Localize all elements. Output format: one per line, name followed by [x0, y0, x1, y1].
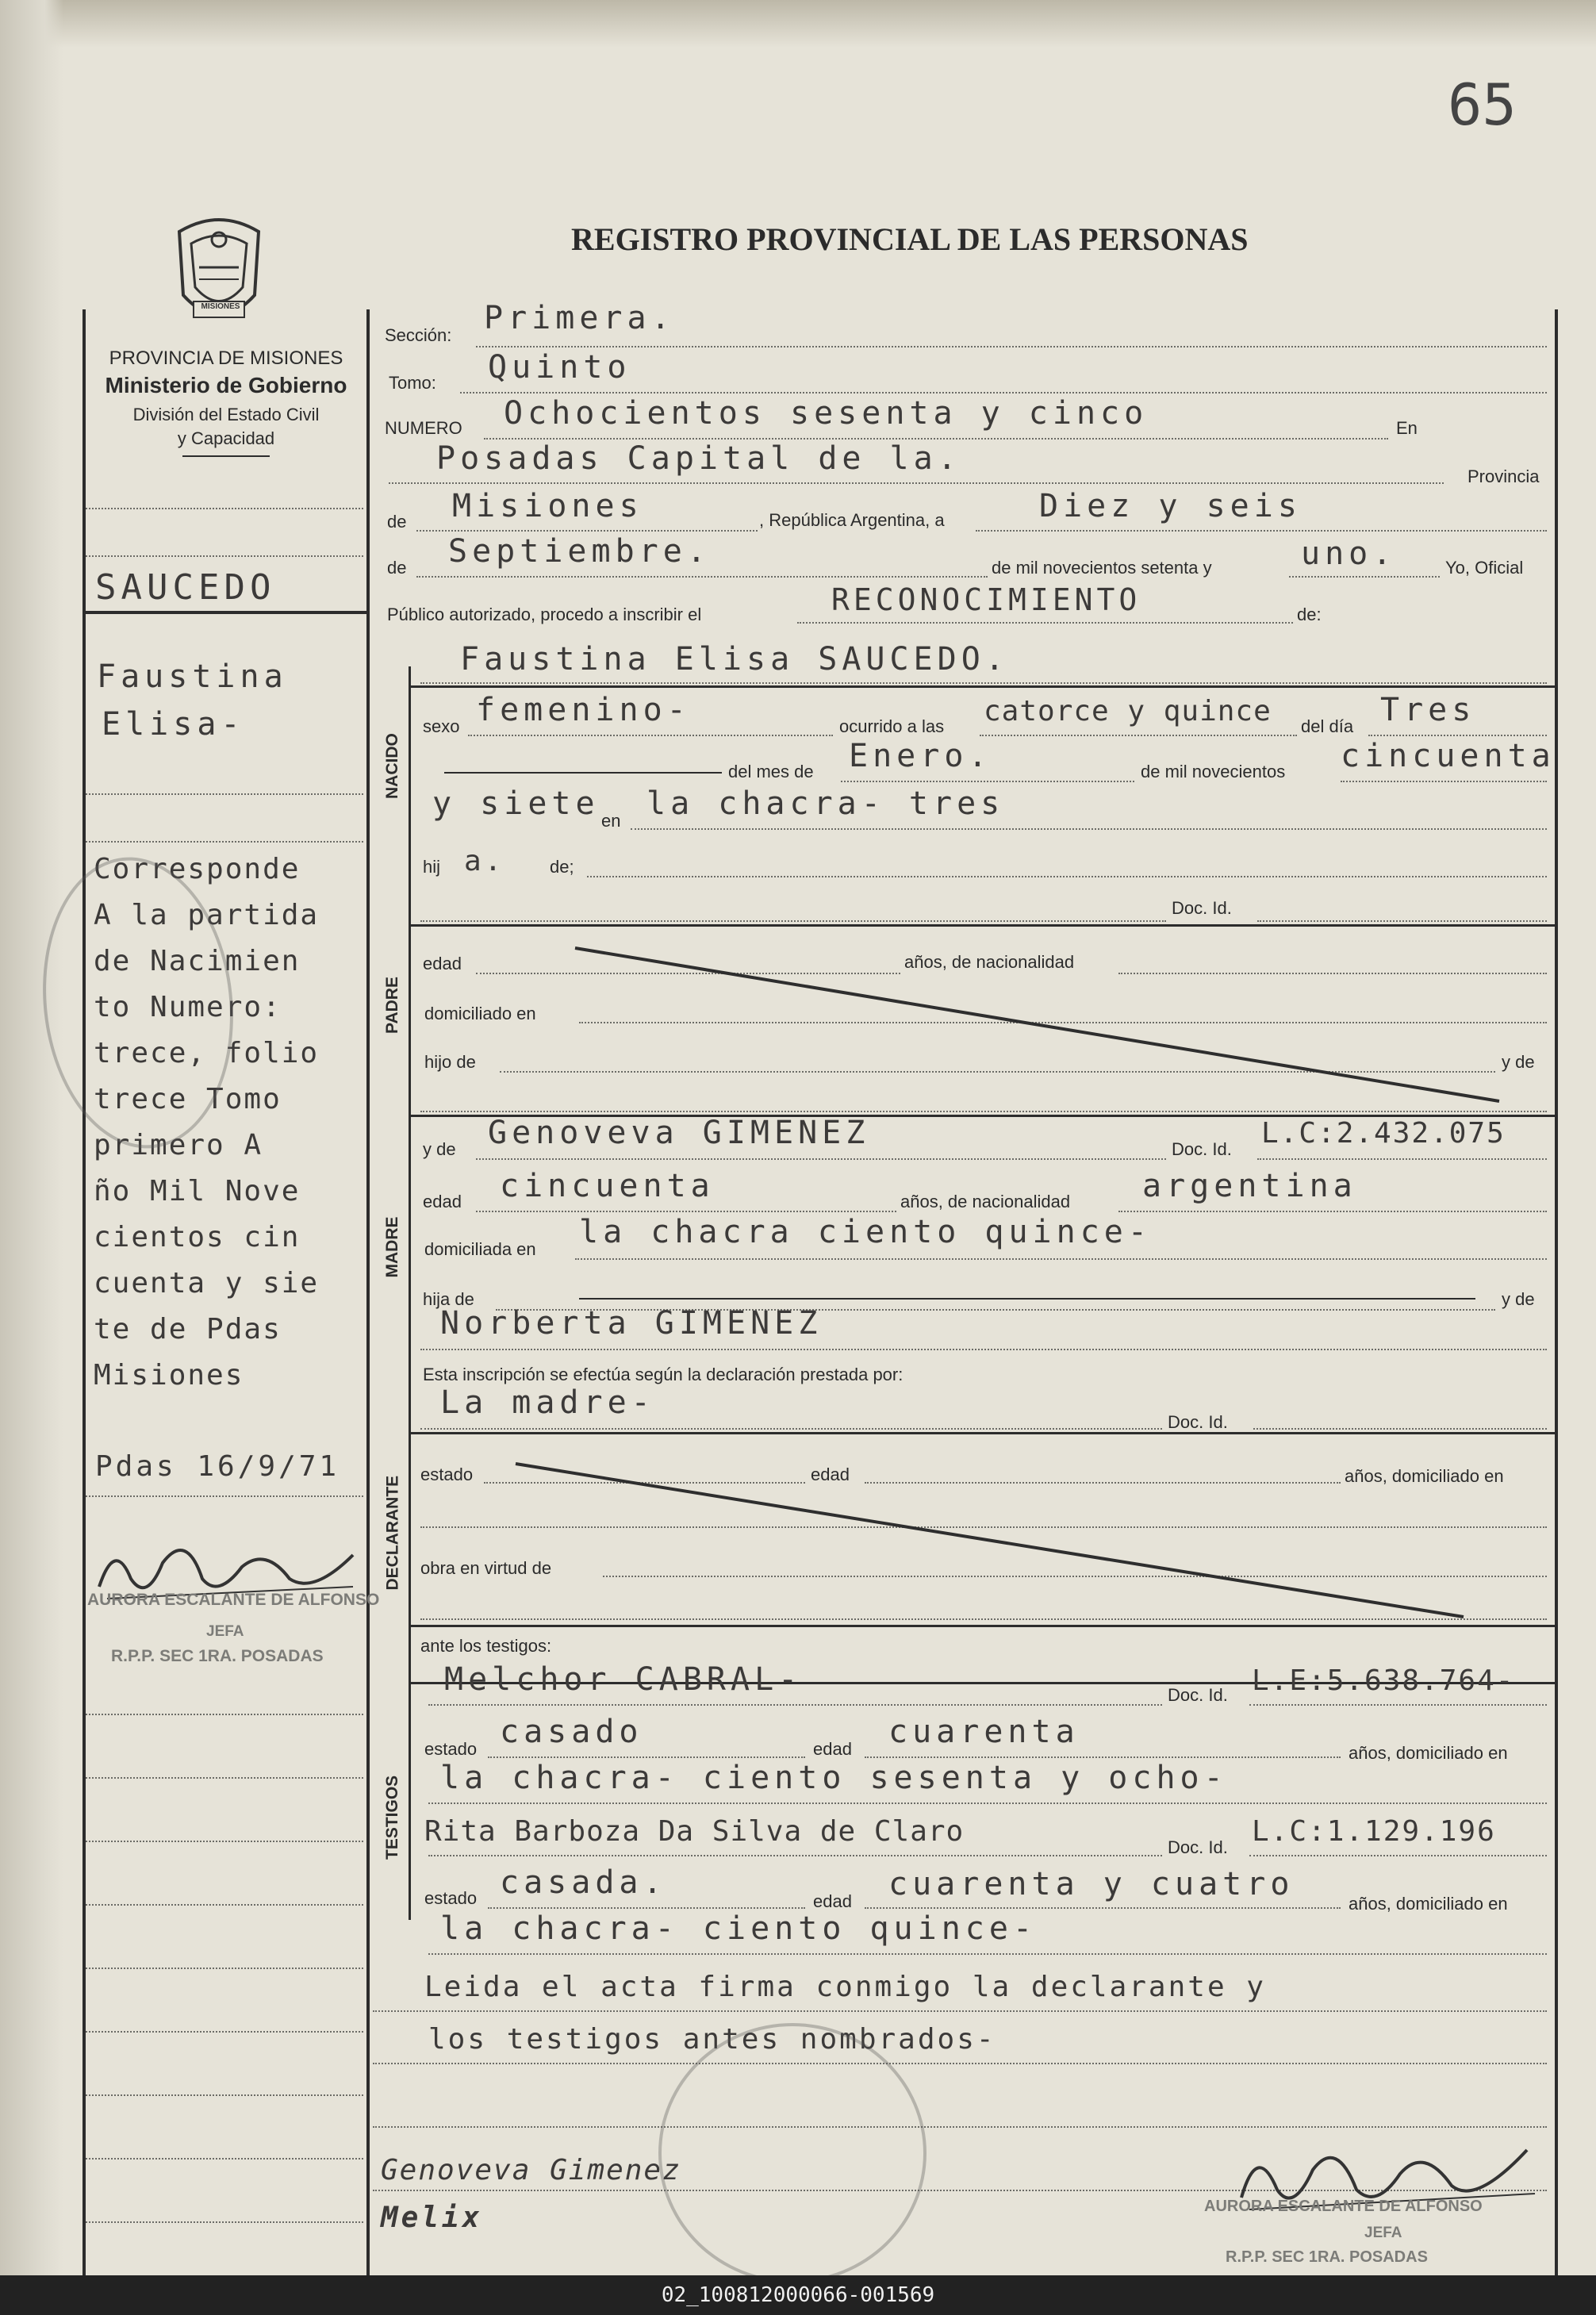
field-dia-nacimiento: Tres	[1380, 692, 1476, 728]
field-line	[1341, 781, 1547, 782]
label-ocurrido: ocurrido a las	[839, 716, 945, 736]
field-line	[420, 682, 1547, 684]
field-testigo2-nombre: Rita Barboza Da Silva de Claro	[424, 1815, 965, 1848]
section-label-padre: PADRE	[383, 977, 401, 1034]
field-madre-domicilio: la chacra ciento quince-	[579, 1214, 1152, 1250]
label-hij: hij	[423, 857, 441, 877]
section-line-nacido-top	[409, 685, 1557, 688]
field-line	[631, 828, 1547, 830]
field-dia: Diez y seis	[1039, 488, 1302, 524]
section-line-declarante-bottom	[409, 1625, 1557, 1627]
declarante-cross-out	[512, 1460, 1471, 1622]
margin-dots	[86, 1714, 363, 1715]
margin-note-line: te de Pdas	[94, 1313, 282, 1346]
field-line	[865, 1756, 1341, 1758]
label-de: de:	[1297, 605, 1322, 624]
division-name-2: y Capacidad	[177, 428, 275, 448]
label-provincia: Provincia	[1467, 466, 1540, 486]
field-line	[797, 622, 1293, 624]
officer-stamp-name: AURORA ESCALANTE DE ALFONSO	[1204, 2198, 1483, 2215]
field-mes-nacimiento: Enero.	[849, 738, 992, 774]
field-provincia: Misiones	[452, 488, 643, 524]
field-madre-nacionalidad: argentina	[1142, 1168, 1357, 1204]
province-name: PROVINCIA DE MISIONES	[109, 347, 343, 369]
field-line	[373, 2010, 1547, 2012]
label-y-de: y de	[1502, 1289, 1535, 1309]
field-line	[428, 1802, 1547, 1804]
label-doc-id: Doc. Id.	[1168, 1837, 1228, 1857]
field-line	[1249, 1704, 1547, 1706]
margin-dots	[86, 1841, 363, 1842]
label-edad: edad	[811, 1465, 850, 1484]
margin-dots	[86, 2221, 363, 2223]
label-anos-domiciliado: años, domiciliado en	[1345, 1466, 1504, 1486]
bottom-round-stamp	[658, 2023, 927, 2275]
field-line	[976, 530, 1547, 532]
margin-dots	[86, 1777, 363, 1779]
margin-note-line: A la partida	[94, 899, 320, 931]
divider	[182, 455, 270, 457]
field-testigo2-doc: L.C:1.129.196	[1252, 1815, 1496, 1848]
field-testigo1-domicilio: la chacra- ciento sesenta y ocho-	[440, 1760, 1228, 1796]
label-estado: estado	[420, 1465, 474, 1484]
margin-dots	[86, 2031, 363, 2033]
page-number: 65	[1448, 71, 1517, 138]
margin-note-line: de Nacimien	[94, 945, 301, 977]
label-de: de;	[550, 857, 574, 877]
field-abuela: Norberta GIMENEZ	[440, 1305, 823, 1342]
label-edad: edad	[423, 1192, 462, 1211]
label-republica: , República Argentina, a	[759, 510, 945, 530]
field-mes: Septiembre.	[448, 533, 711, 570]
label-de: de	[387, 558, 407, 578]
label-obra: obra en virtud de	[420, 1558, 552, 1578]
margin-dots	[86, 1495, 363, 1497]
province-crest	[163, 208, 274, 335]
label-del-dia: del día	[1301, 716, 1354, 736]
field-testigo1-estado: casado	[500, 1714, 643, 1750]
field-line	[1257, 920, 1547, 922]
label-y-de-madre: y de	[423, 1139, 456, 1159]
field-line	[865, 1907, 1341, 1909]
field-numero: Ochocientos sesenta y cinco	[504, 395, 1149, 432]
label-hijo-de: hijo de	[424, 1052, 476, 1072]
label-edad: edad	[813, 1739, 852, 1759]
page-title: REGISTRO PROVINCIAL DE LAS PERSONAS	[571, 221, 1249, 257]
page-shadow-left	[0, 0, 63, 2275]
field-sexo: femenino-	[476, 692, 691, 728]
field-line	[428, 1704, 1162, 1706]
margin-officer-stamp: AURORA ESCALANTE DE ALFONSO	[87, 1591, 380, 1609]
page-shadow-top	[0, 0, 1596, 48]
field-seccion: Primera.	[484, 300, 675, 336]
label-domiciliada: domiciliada en	[424, 1239, 536, 1259]
margin-note-line: ño Mil Nove	[94, 1175, 301, 1207]
margin-officer-office: R.P.P. SEC 1RA. POSADAS	[111, 1647, 324, 1665]
ministry-name: Ministerio de Gobierno	[105, 373, 347, 397]
label-yo-oficial: Yo, Oficial	[1445, 558, 1524, 578]
label-doc-id: Doc. Id.	[1172, 898, 1232, 918]
signature-madre: Genoveva Gimenez	[381, 2154, 681, 2186]
section-label-testigos: TESTIGOS	[383, 1775, 401, 1860]
margin-dots	[86, 841, 363, 843]
field-line	[416, 530, 758, 532]
margin-dots	[86, 555, 363, 557]
section-divider-line	[409, 666, 411, 1920]
field-line	[488, 1907, 805, 1909]
label-ante-testigos: ante los testigos:	[420, 1636, 552, 1656]
margin-divider-line	[366, 309, 370, 2275]
label-doc-id: Doc. Id.	[1172, 1139, 1232, 1159]
signature-testigo: Melix	[381, 2202, 483, 2234]
field-testigo1-edad: cuarenta	[888, 1714, 1080, 1750]
field-line	[476, 1158, 1166, 1160]
margin-note-line: Misiones	[94, 1359, 244, 1392]
label-anos-domiciliado: años, domiciliado en	[1349, 1743, 1508, 1763]
label-seccion: Sección:	[385, 325, 452, 345]
field-line	[428, 1953, 1547, 1955]
margin-dots	[86, 1904, 363, 1906]
margin-dots	[86, 1968, 363, 1969]
field-tipo: RECONOCIMIENTO	[831, 582, 1141, 617]
margin-note-line: trece, folio	[94, 1037, 320, 1069]
image-id-footer: 02_100812000066-001569	[0, 2275, 1596, 2315]
field-anio-nacimiento-1: cincuenta	[1341, 738, 1556, 774]
blank-line	[579, 1298, 1475, 1300]
left-border-line	[82, 309, 86, 2275]
label-de: de	[387, 512, 407, 532]
label-anos-nacionalidad: años, de nacionalidad	[900, 1192, 1071, 1211]
field-line	[476, 346, 1547, 347]
margin-given-name-2: Elisa-	[102, 706, 245, 743]
section-label-declarante: DECLARANTE	[383, 1475, 402, 1591]
section-line-padre-top	[409, 924, 1557, 927]
section-line-declarante-top	[409, 1432, 1557, 1434]
right-border-line	[1555, 309, 1558, 2275]
surname-line	[82, 611, 370, 614]
label-anos-nacionalidad: años, de nacionalidad	[904, 952, 1075, 972]
field-line	[416, 576, 988, 578]
field-line	[587, 876, 1547, 877]
field-line	[841, 781, 1134, 782]
field-line	[1257, 1158, 1547, 1160]
officer-stamp-office: R.P.P. SEC 1RA. POSADAS	[1226, 2248, 1428, 2266]
field-declarante: La madre-	[440, 1384, 655, 1421]
field-testigo2-edad: cuarenta y cuatro	[888, 1866, 1295, 1902]
margin-officer-role: JEFA	[206, 1623, 244, 1640]
field-testigo1-doc: L.E:5.638.764-	[1252, 1664, 1515, 1697]
field-line	[1289, 576, 1440, 578]
field-madre-edad: cincuenta	[500, 1168, 715, 1204]
margin-note-line: primero A	[94, 1129, 263, 1161]
label-publico: Público autorizado, procedo a inscribir el	[387, 605, 702, 624]
field-line	[484, 438, 1388, 440]
label-doc-id: Doc. Id.	[1168, 1412, 1228, 1432]
margin-dots	[86, 508, 363, 509]
margin-note-line: trece Tomo	[94, 1083, 282, 1115]
label-esta-inscripcion: Esta inscripción se efectúa según la declaración prestada por:	[423, 1365, 904, 1384]
division-name: División del Estado Civil	[132, 405, 320, 424]
field-anio-nacimiento-2: y siete	[432, 785, 600, 822]
label-mil-novecientos-2: de mil novecientos	[1141, 762, 1286, 781]
closing-text-1: Leida el acta firma conmigo la declarante y	[424, 1971, 1266, 2003]
margin-note-line: cuenta y sie	[94, 1267, 320, 1300]
officer-stamp-role: JEFA	[1364, 2225, 1402, 2241]
margin-given-name-1: Faustina	[97, 658, 288, 695]
label-edad: edad	[813, 1891, 852, 1911]
field-line	[428, 1855, 1162, 1856]
label-doc-id: Doc. Id.	[1168, 1685, 1228, 1705]
crest-text: MISIONES	[201, 302, 240, 311]
field-hora: catorce y quince	[984, 695, 1272, 728]
field-testigo1-nombre: Melchor CABRAL-	[444, 1661, 803, 1698]
field-line	[420, 1349, 1547, 1350]
margin-note-line: cientos cin	[94, 1221, 301, 1253]
field-line	[420, 920, 1166, 922]
margin-surname: SAUCEDO	[95, 567, 276, 608]
section-label-madre: MADRE	[383, 1216, 401, 1278]
field-line	[373, 2063, 1547, 2064]
field-line	[420, 1428, 1162, 1430]
field-lugar-nacimiento: la chacra- tres	[646, 785, 1005, 822]
field-lugar: Posadas Capital de la.	[436, 440, 961, 477]
field-line	[420, 1111, 1547, 1112]
label-numero: NUMERO	[385, 418, 462, 438]
label-domiciliado: domiciliado en	[424, 1004, 536, 1023]
label-en: en	[601, 811, 621, 831]
field-line	[1368, 735, 1547, 736]
field-anio: uno.	[1301, 536, 1397, 572]
margin-note-line: Corresponde	[94, 853, 301, 885]
field-line	[468, 735, 833, 736]
closing-text-2: los testigos antes nombrados-	[428, 2023, 996, 2056]
label-del-mes: del mes de	[728, 762, 814, 781]
field-line	[980, 735, 1297, 736]
section-label-nacido: NACIDO	[383, 733, 401, 799]
field-line	[575, 1258, 1547, 1260]
label-edad: edad	[423, 954, 462, 973]
field-line	[460, 392, 1547, 394]
margin-note-line: to Numero:	[94, 991, 282, 1023]
label-en: En	[1396, 418, 1418, 438]
margin-date: Pdas 16/9/71	[95, 1450, 340, 1483]
label-sexo: sexo	[423, 716, 460, 736]
label-mil-novecientos: de mil novecientos setenta y	[992, 558, 1212, 578]
label-anos-domiciliado: años, domiciliado en	[1349, 1894, 1508, 1914]
label-tomo: Tomo:	[389, 373, 436, 393]
field-line	[1118, 1211, 1547, 1212]
field-madre-nombre: Genoveva GIMENEZ	[488, 1115, 870, 1151]
label-estado: estado	[424, 1739, 478, 1759]
field-testigo2-domicilio: la chacra- ciento quince-	[440, 1910, 1038, 1947]
blank-line	[444, 772, 722, 774]
field-nombre: Faustina Elisa SAUCEDO.	[460, 641, 1009, 678]
field-line	[1253, 1428, 1547, 1430]
label-hija-de: hija de	[423, 1289, 474, 1309]
field-tomo: Quinto	[488, 349, 631, 386]
label-estado: estado	[424, 1888, 478, 1908]
field-line	[488, 1756, 805, 1758]
label-y-de: y de	[1502, 1052, 1535, 1072]
field-line	[1249, 1855, 1547, 1856]
field-hij: a.	[464, 845, 505, 877]
margin-dots	[86, 2094, 363, 2096]
margin-dots	[86, 2158, 363, 2160]
margin-dots	[86, 793, 363, 795]
field-line	[389, 482, 1444, 484]
field-line	[476, 1211, 896, 1212]
padre-cross-out	[571, 944, 1507, 1107]
field-madre-doc: L.C:2.432.075	[1261, 1117, 1506, 1150]
field-testigo2-estado: casada.	[500, 1864, 667, 1901]
